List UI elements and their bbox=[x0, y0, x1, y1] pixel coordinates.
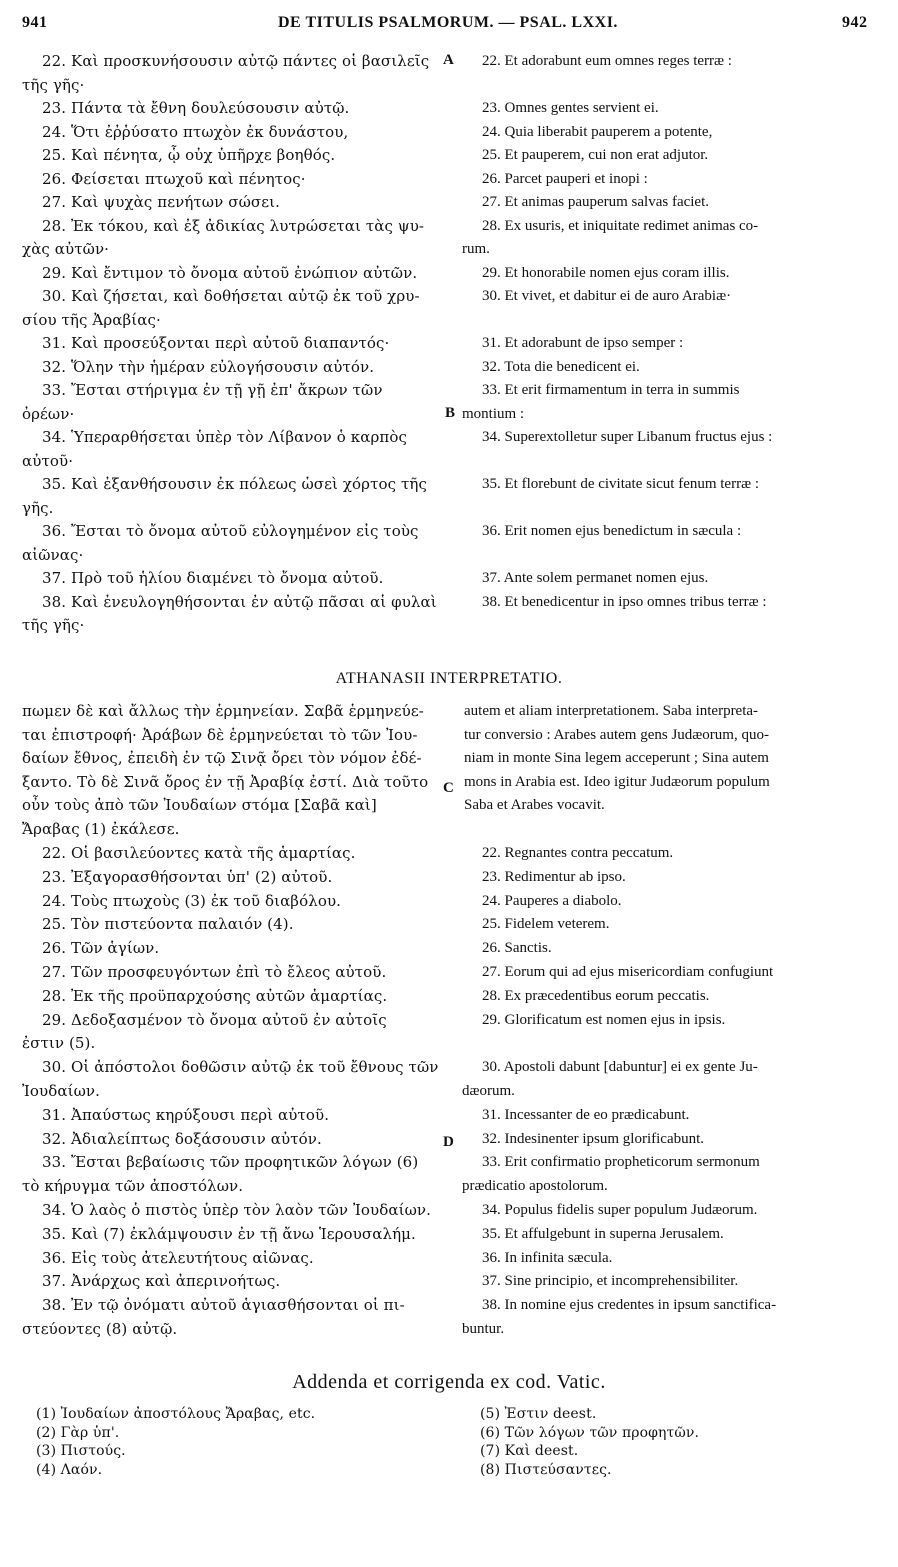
addenda-right-list bbox=[480, 1405, 880, 1479]
latin-interpretation-line: 34. Populus fidelis super populum Judæorum. bbox=[482, 1201, 758, 1218]
greek-verse-line: 23. Πάντα τὰ ἔθνη δουλεύσουσιν αὐτῷ. bbox=[42, 99, 350, 117]
greek-verse-line: 35. Καὶ ἐξανθήσουσιν ἐκ πόλεως ὡσεὶ χόρτος τῆς bbox=[42, 475, 427, 493]
greek-verse-line: αἰῶνας· bbox=[22, 545, 84, 564]
greek-interpretation-line: 25. Τὸν πιστεύοντα παλαιόν (4). bbox=[42, 915, 294, 934]
greek-intro-line: Ἄραβας (1) ἐκάλεσε. bbox=[22, 819, 180, 838]
latin-verse-line: 28. Ex usuris, et iniquitate redimet animas co- bbox=[482, 217, 759, 234]
addenda-note: (7) Καὶ deest. bbox=[480, 1443, 579, 1459]
latin-interpretation-line: 23. Redimentur ab ipso. bbox=[482, 868, 626, 885]
latin-verse-line: 35. Et florebunt de civitate sicut fenum terræ : bbox=[482, 476, 760, 492]
latin-verse-line: 31. Et adorabunt de ipso semper : bbox=[482, 335, 684, 351]
addenda-left-list bbox=[36, 1405, 436, 1479]
greek-intro-line: ται ἐπιστροφή· Ἀράβων δὲ ἑρμηνεύεται τὸ τῶν Ἰου- bbox=[22, 725, 418, 744]
greek-verse-line: 30. Καὶ ζήσεται, καὶ δοθήσεται αὐτῷ ἐκ τοῦ χρυ- bbox=[42, 287, 420, 305]
latin-verse-line bbox=[462, 74, 880, 98]
greek-verse-line: 29. Καὶ ἔντιμον τὸ ὄνομα αὐτοῦ ἐνώπιον αὐτῶν. bbox=[42, 263, 418, 282]
greek-verse-line: 32. Ὅλην τὴν ἡμέραν εὐλογήσουσιν αὐτόν. bbox=[42, 357, 375, 376]
greek-interpretation-line: τὸ κήρυγμα τῶν ἀποστόλων. bbox=[22, 1177, 244, 1196]
greek-interpretation-line: 35. Καὶ (7) ἐκλάμψουσιν ἐν τῇ ἄνω Ἱερουσαλήμ. bbox=[42, 1224, 416, 1243]
greek-verse-line: 22. Καὶ προσκυνήσουσιν αὐτῷ πάντες οἱ βασιλεῖς bbox=[42, 52, 430, 70]
greek-interpretation-line: 37. Ἀνάρχως καὶ ἀπερινοήτως. bbox=[42, 1272, 281, 1291]
latin-interpretation-line: 24. Pauperes a diabolo. bbox=[482, 892, 622, 909]
greek-interpretation-line: 29. Δεδοξασμένον τὸ ὄνομα αὐτοῦ ἐν αὐτοῖς bbox=[42, 1010, 387, 1029]
greek-verse-line: αὐτοῦ· bbox=[22, 451, 74, 470]
greek-interpretation-line: 32. Ἀδιαλείπτως δοξάσουσιν αὐτόν. bbox=[42, 1129, 322, 1148]
greek-interpretation-line: 33. Ἔσται βεβαίωσις τῶν προφητικῶν λόγων (6) bbox=[42, 1153, 419, 1172]
greek-verse-line: 36. Ἔσται τὸ ὄνομα αὐτοῦ εὐλογημένον εἰς τοὺς bbox=[42, 522, 419, 540]
greek-interpretation-line: 34. Ὁ λαὸς ὁ πιστὸς ὑπὲρ τὸν λαὸν τῶν Ἰουδαίων. bbox=[42, 1200, 432, 1219]
greek-intro-line: ξαντο. Τὸ δὲ Σινᾶ ὄρος ἐν τῇ Ἀραβίᾳ ἐστί. Διὰ τοῦτο bbox=[22, 772, 429, 791]
greek-interpretation-line: Ἰουδαίων. bbox=[22, 1081, 101, 1100]
latin-verse-line bbox=[462, 544, 880, 568]
greek-interpretation-line: 23. Ἐξαγορασθήσονται ὑπ' (2) αὐτοῦ. bbox=[42, 867, 333, 886]
addenda-note: (8) Πιστεύσαντες. bbox=[480, 1461, 612, 1478]
latin-interpretation-line: dæorum. bbox=[462, 1082, 515, 1099]
interpretation-latin-column bbox=[462, 842, 880, 1342]
greek-verse-line: 26. Φείσεται πτωχοῦ καὶ πένητος· bbox=[42, 169, 306, 188]
greek-verse-line: γῆς. bbox=[22, 498, 54, 517]
latin-interpretation-line: 35. Et affulgebunt in superna Jerusalem. bbox=[482, 1225, 724, 1242]
greek-interpretation-line: 30. Οἱ ἀπόστολοι δοθῶσιν αὐτῷ ἐκ τοῦ ἔθνους τῶν bbox=[42, 1058, 439, 1077]
latin-interpretation-line bbox=[462, 1032, 880, 1056]
latin-verse-line: 29. Et honorabile nomen ejus coram illis. bbox=[482, 264, 730, 281]
latin-interpretation-line: 36. In infinita sæcula. bbox=[482, 1249, 613, 1266]
latin-interpretation-line: 28. Ex præcedentibus eorum peccatis. bbox=[482, 987, 710, 1004]
running-title: DE TITULIS PSALMORUM. — PSAL. LXXI. bbox=[278, 14, 618, 31]
greek-verse-line: 28. Ἐκ τόκου, καὶ ἐξ ἀδικίας λυτρώσεται τὰς ψυ- bbox=[42, 216, 425, 235]
latin-intro-line: tur conversio : Arabes autem gens Judæorum, quo- bbox=[464, 726, 769, 743]
greek-verse-line: 38. Καὶ ἐνευλογηθήσονται ἐν αὐτῷ πᾶσαι αἱ φυλαὶ bbox=[42, 592, 437, 611]
psalm-latin-column bbox=[462, 50, 880, 638]
margin-marker-a: A bbox=[443, 52, 454, 68]
addenda-note: (5) Ἐστιν deest. bbox=[480, 1406, 597, 1422]
latin-verse-line: rum. bbox=[462, 241, 490, 257]
latin-verse-line: montium : bbox=[462, 405, 525, 422]
intro-greek bbox=[22, 700, 450, 841]
greek-verse-line: 25. Καὶ πένητα, ᾧ οὐχ ὑπῆρχε βοηθός. bbox=[42, 146, 336, 164]
latin-verse-line bbox=[462, 450, 880, 474]
latin-verse-line: 23. Omnes gentes servient ei. bbox=[482, 100, 659, 116]
greek-interpretation-line: 26. Τῶν ἁγίων. bbox=[42, 939, 160, 958]
greek-interpretation-line: στεύοντες (8) αὐτῷ. bbox=[22, 1319, 178, 1338]
latin-interpretation-line: 26. Sanctis. bbox=[482, 940, 552, 957]
psalm-greek-column bbox=[22, 50, 450, 638]
greek-interpretation-line: 27. Τῶν προσφευγόντων ἐπὶ τὸ ἔλεος αὐτοῦ. bbox=[42, 962, 387, 981]
greek-verse-line: 33. Ἔσται στήριγμα ἐν τῇ γῇ ἐπ' ἄκρων τῶν bbox=[42, 381, 383, 399]
latin-verse-line bbox=[462, 497, 880, 521]
greek-interpretation-line: ἐστιν (5). bbox=[22, 1034, 96, 1053]
latin-interpretation-line: 25. Fidelem veterem. bbox=[482, 916, 610, 933]
latin-verse-line bbox=[462, 309, 880, 333]
latin-interpretation-line: 38. In nomine ejus credentes in ipsum sanctifica- bbox=[482, 1297, 777, 1314]
greek-interpretation-line: 22. Οἱ βασιλεύοντες κατὰ τῆς ἁμαρτίας. bbox=[42, 844, 356, 862]
greek-interpretation-line: 38. Ἐν τῷ ὀνόματι αὐτοῦ ἁγιασθήσονται οἱ πι- bbox=[42, 1296, 405, 1315]
latin-verse-line: 32. Tota die benedicent ei. bbox=[482, 358, 640, 375]
latin-interpretation-line: 32. Indesinenter ipsum glorificabunt. bbox=[482, 1130, 705, 1147]
latin-verse-line: 27. Et animas pauperum salvas faciet. bbox=[482, 194, 710, 210]
greek-verse-line: 37. Πρὸ τοῦ ἡλίου διαμένει τὸ ὄνομα αὐτοῦ. bbox=[42, 569, 384, 587]
greek-verse-line: 31. Καὶ προσεύξονται περὶ αὐτοῦ διαπαντός· bbox=[42, 334, 390, 352]
latin-verse-line: 30. Et vivet, et dabitur ei de auro Arabiæ· bbox=[482, 288, 732, 304]
greek-verse-line: τῆς γῆς· bbox=[22, 75, 85, 94]
latin-intro-line bbox=[464, 818, 880, 842]
latin-intro-line: autem et aliam interpretationem. Saba interpreta- bbox=[464, 703, 759, 719]
addenda-note: (4) Λαόν. bbox=[36, 1461, 103, 1478]
greek-verse-line: 34. Ὑπεραρθήσεται ὑπὲρ τὸν Λίβανον ὁ καρπὸς bbox=[42, 428, 407, 446]
latin-verse-line: 22. Et adorabunt eum omnes reges terræ : bbox=[482, 53, 732, 69]
greek-intro-line: πωμεν δὲ καὶ ἄλλως τὴν ἑρμηνείαν. Σαβᾶ ἑρμηνεύε- bbox=[22, 702, 424, 720]
interpretation-greek-column bbox=[22, 842, 450, 1342]
latin-interpretation-line: prædicatio apostolorum. bbox=[462, 1178, 608, 1195]
latin-intro-line: niam in monte Sina legem acceperunt ; Sina autem bbox=[464, 750, 769, 766]
addenda-note: (6) Τῶν λόγων τῶν προφητῶν. bbox=[480, 1424, 700, 1441]
page-number-left: 941 bbox=[22, 14, 48, 31]
latin-verse-line bbox=[462, 614, 880, 638]
intro-latin bbox=[464, 700, 880, 841]
greek-verse-line: ὀρέων· bbox=[22, 404, 75, 423]
latin-interpretation-line: buntur. bbox=[462, 1320, 505, 1337]
margin-marker-d: D bbox=[443, 1134, 454, 1150]
latin-verse-line: 26. Parcet pauperi et inopi : bbox=[482, 170, 648, 187]
latin-verse-line: 24. Quia liberabit pauperem a potente, bbox=[482, 123, 713, 140]
latin-interpretation-line: 33. Erit confirmatio propheticorum sermonum bbox=[482, 1154, 760, 1171]
section-title: ATHANASII INTERPRETATIO. bbox=[335, 670, 563, 687]
greek-interpretation-line: 31. Ἀπαύστως κηρύξουσι περὶ αὐτοῦ. bbox=[42, 1105, 330, 1124]
latin-verse-line: 36. Erit nomen ejus benedictum in sæcula : bbox=[482, 523, 742, 539]
latin-verse-line: 38. Et benedicentur in ipso omnes tribus terræ : bbox=[482, 593, 767, 610]
latin-verse-line: 37. Ante solem permanet nomen ejus. bbox=[482, 570, 709, 586]
greek-verse-line: τῆς γῆς· bbox=[22, 616, 85, 634]
latin-interpretation-line: 30. Apostoli dabunt [dabuntur] ei ex gente Ju- bbox=[482, 1059, 758, 1076]
latin-interpretation-line: 29. Glorificatum est nomen ejus in ipsis. bbox=[482, 1011, 726, 1028]
latin-intro-line: mons in Arabia est. Ideo igitur Judæorum populum bbox=[464, 773, 770, 790]
addenda-title: Addenda et corrigenda ex cod. Vatic. bbox=[292, 1371, 606, 1393]
greek-verse-line: σίου τῆς Ἀραβίας· bbox=[22, 310, 161, 329]
latin-verse-line: 25. Et pauperem, cui non erat adjutor. bbox=[482, 147, 709, 163]
latin-interpretation-line: 31. Incessanter de eo prædicabunt. bbox=[482, 1106, 690, 1123]
latin-intro-line: Saba et Arabes vocavit. bbox=[464, 797, 605, 813]
greek-verse-line: χὰς αὐτῶν· bbox=[22, 240, 110, 258]
margin-marker-c: C bbox=[443, 780, 454, 796]
addenda-note: (1) Ἰουδαίων ἀποστόλους Ἄραβας, etc. bbox=[36, 1406, 316, 1422]
margin-marker-b: B bbox=[445, 405, 456, 421]
greek-intro-line: δαίων ἔθνος, ἐπειδὴ ἐν τῷ Σινᾷ ὄρει τὸν νόμον ἐδέ- bbox=[22, 749, 422, 767]
page-number-right: 942 bbox=[842, 14, 868, 31]
latin-verse-line: 33. Et erit firmamentum in terra in summis bbox=[482, 382, 740, 398]
latin-interpretation-line: 22. Regnantes contra peccatum. bbox=[482, 845, 674, 861]
addenda-note: (2) Γὰρ ὑπ'. bbox=[36, 1424, 120, 1441]
greek-verse-line: 27. Καὶ ψυχὰς πενήτων σώσει. bbox=[42, 193, 280, 211]
greek-interpretation-line: 24. Τοὺς πτωχοὺς (3) ἐκ τοῦ διαβόλου. bbox=[42, 891, 342, 910]
greek-verse-line: 24. Ὅτι ἐῤῥύσατο πτωχὸν ἐκ δυνάστου, bbox=[42, 122, 349, 141]
latin-interpretation-line: 37. Sine principio, et incomprehensibiliter. bbox=[482, 1273, 739, 1290]
latin-interpretation-line: 27. Eorum qui ad ejus misericordiam confugiunt bbox=[482, 963, 774, 980]
latin-verse-line: 34. Superextolletur super Libanum fructus ejus : bbox=[482, 429, 773, 445]
addenda-note: (3) Πιστούς. bbox=[36, 1443, 126, 1459]
greek-interpretation-line: 28. Ἐκ τῆς προϋπαρχούσης αὐτῶν ἁμαρτίας. bbox=[42, 986, 388, 1005]
greek-intro-line: οὖν τοὺς ἀπὸ τῶν Ἰουδαίων στόμα [Σαβᾶ καὶ] bbox=[22, 796, 377, 814]
greek-interpretation-line: 36. Εἰς τοὺς ἀτελευτήτους αἰῶνας. bbox=[42, 1248, 314, 1267]
